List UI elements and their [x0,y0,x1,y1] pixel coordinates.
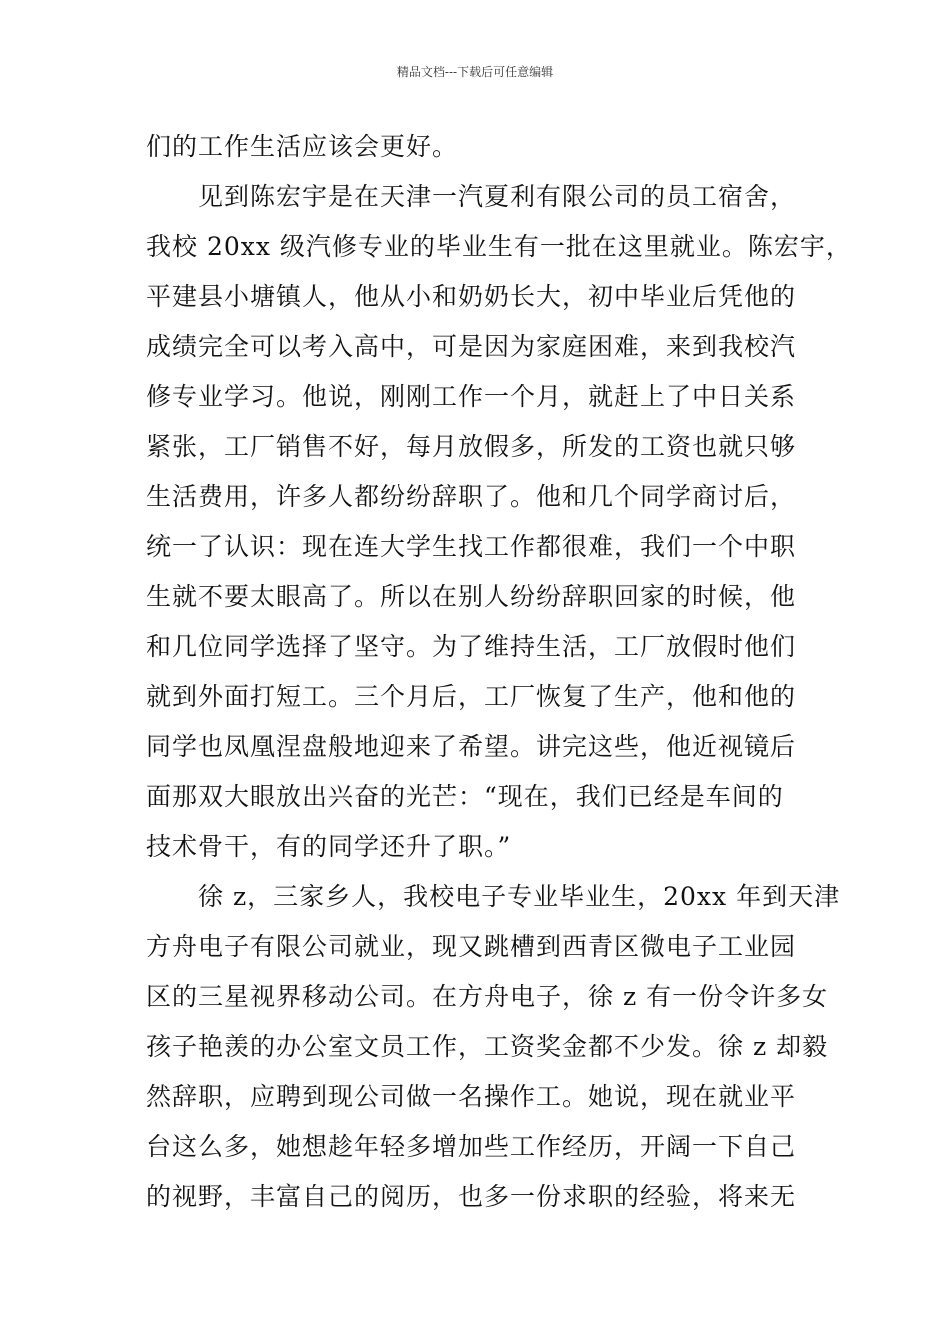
text-line: 台这么多，她想趁年轻多增加些工作经历，开阔一下自己 [146,1132,797,1161]
text-line: 统一了认识：现在连大学生找工作都很难，我们一个中职 [146,532,797,561]
text-line-paragraph-start: 徐 z，三家乡人，我校电子专业毕业生，20xx 年到天津 [198,882,841,911]
page-header: 精品文档---下载后可任意编辑 [396,65,554,79]
text-line: 成绩完全可以考入高中，可是因为家庭困难，来到我校汽 [146,332,797,361]
text-line: 修专业学习。他说，刚刚工作一个月，就赶上了中日关系 [146,382,797,411]
document-body [146,122,852,1222]
text-line: 方舟电子有限公司就业，现又跳槽到西青区微电子工业园 [146,932,797,961]
text-line: 区的三星视界移动公司。在方舟电子，徐 z 有一份令许多女 [146,982,829,1011]
text-line: 技术骨干，有的同学还升了职。” [146,832,512,861]
text-line: 们的工作生活应该会更好。 [146,132,459,161]
text-line: 平建县小塘镇人，他从小和奶奶长大，初中毕业后凭他的 [146,282,797,311]
text-line: 然辞职，应聘到现公司做一名操作工。她说，现在就业平 [146,1082,797,1111]
text-line: 和几位同学选择了坚守。为了维持生活，工厂放假时他们 [146,632,797,661]
text-line: 就到外面打短工。三个月后，工厂恢复了生产，他和他的 [146,682,797,711]
text-line: 面那双大眼放出兴奋的光芒：“现在，我们已经是车间的 [146,782,784,811]
text-line: 孩子艳羡的办公室文员工作，工资奖金都不少发。徐 z 却毅 [146,1032,829,1061]
text-line: 紧张，工厂销售不好，每月放假多，所发的工资也就只够 [146,432,797,461]
text-line: 的视野，丰富自己的阅历，也多一份求职的经验，将来无 [146,1182,797,1211]
text-line: 同学也凤凰涅盘般地迎来了希望。讲完这些，他近视镜后 [146,732,797,761]
text-line: 生活费用，许多人都纷纷辞职了。他和几个同学商讨后， [146,482,797,511]
text-line: 生就不要太眼高了。所以在别人纷纷辞职回家的时候，他 [146,582,797,611]
text-line: 我校 20xx 级汽修专业的毕业生有一批在这里就业。陈宏宇， [146,232,852,261]
text-line-paragraph-start: 见到陈宏宇是在天津一汽夏利有限公司的员工宿舍， [198,182,797,211]
